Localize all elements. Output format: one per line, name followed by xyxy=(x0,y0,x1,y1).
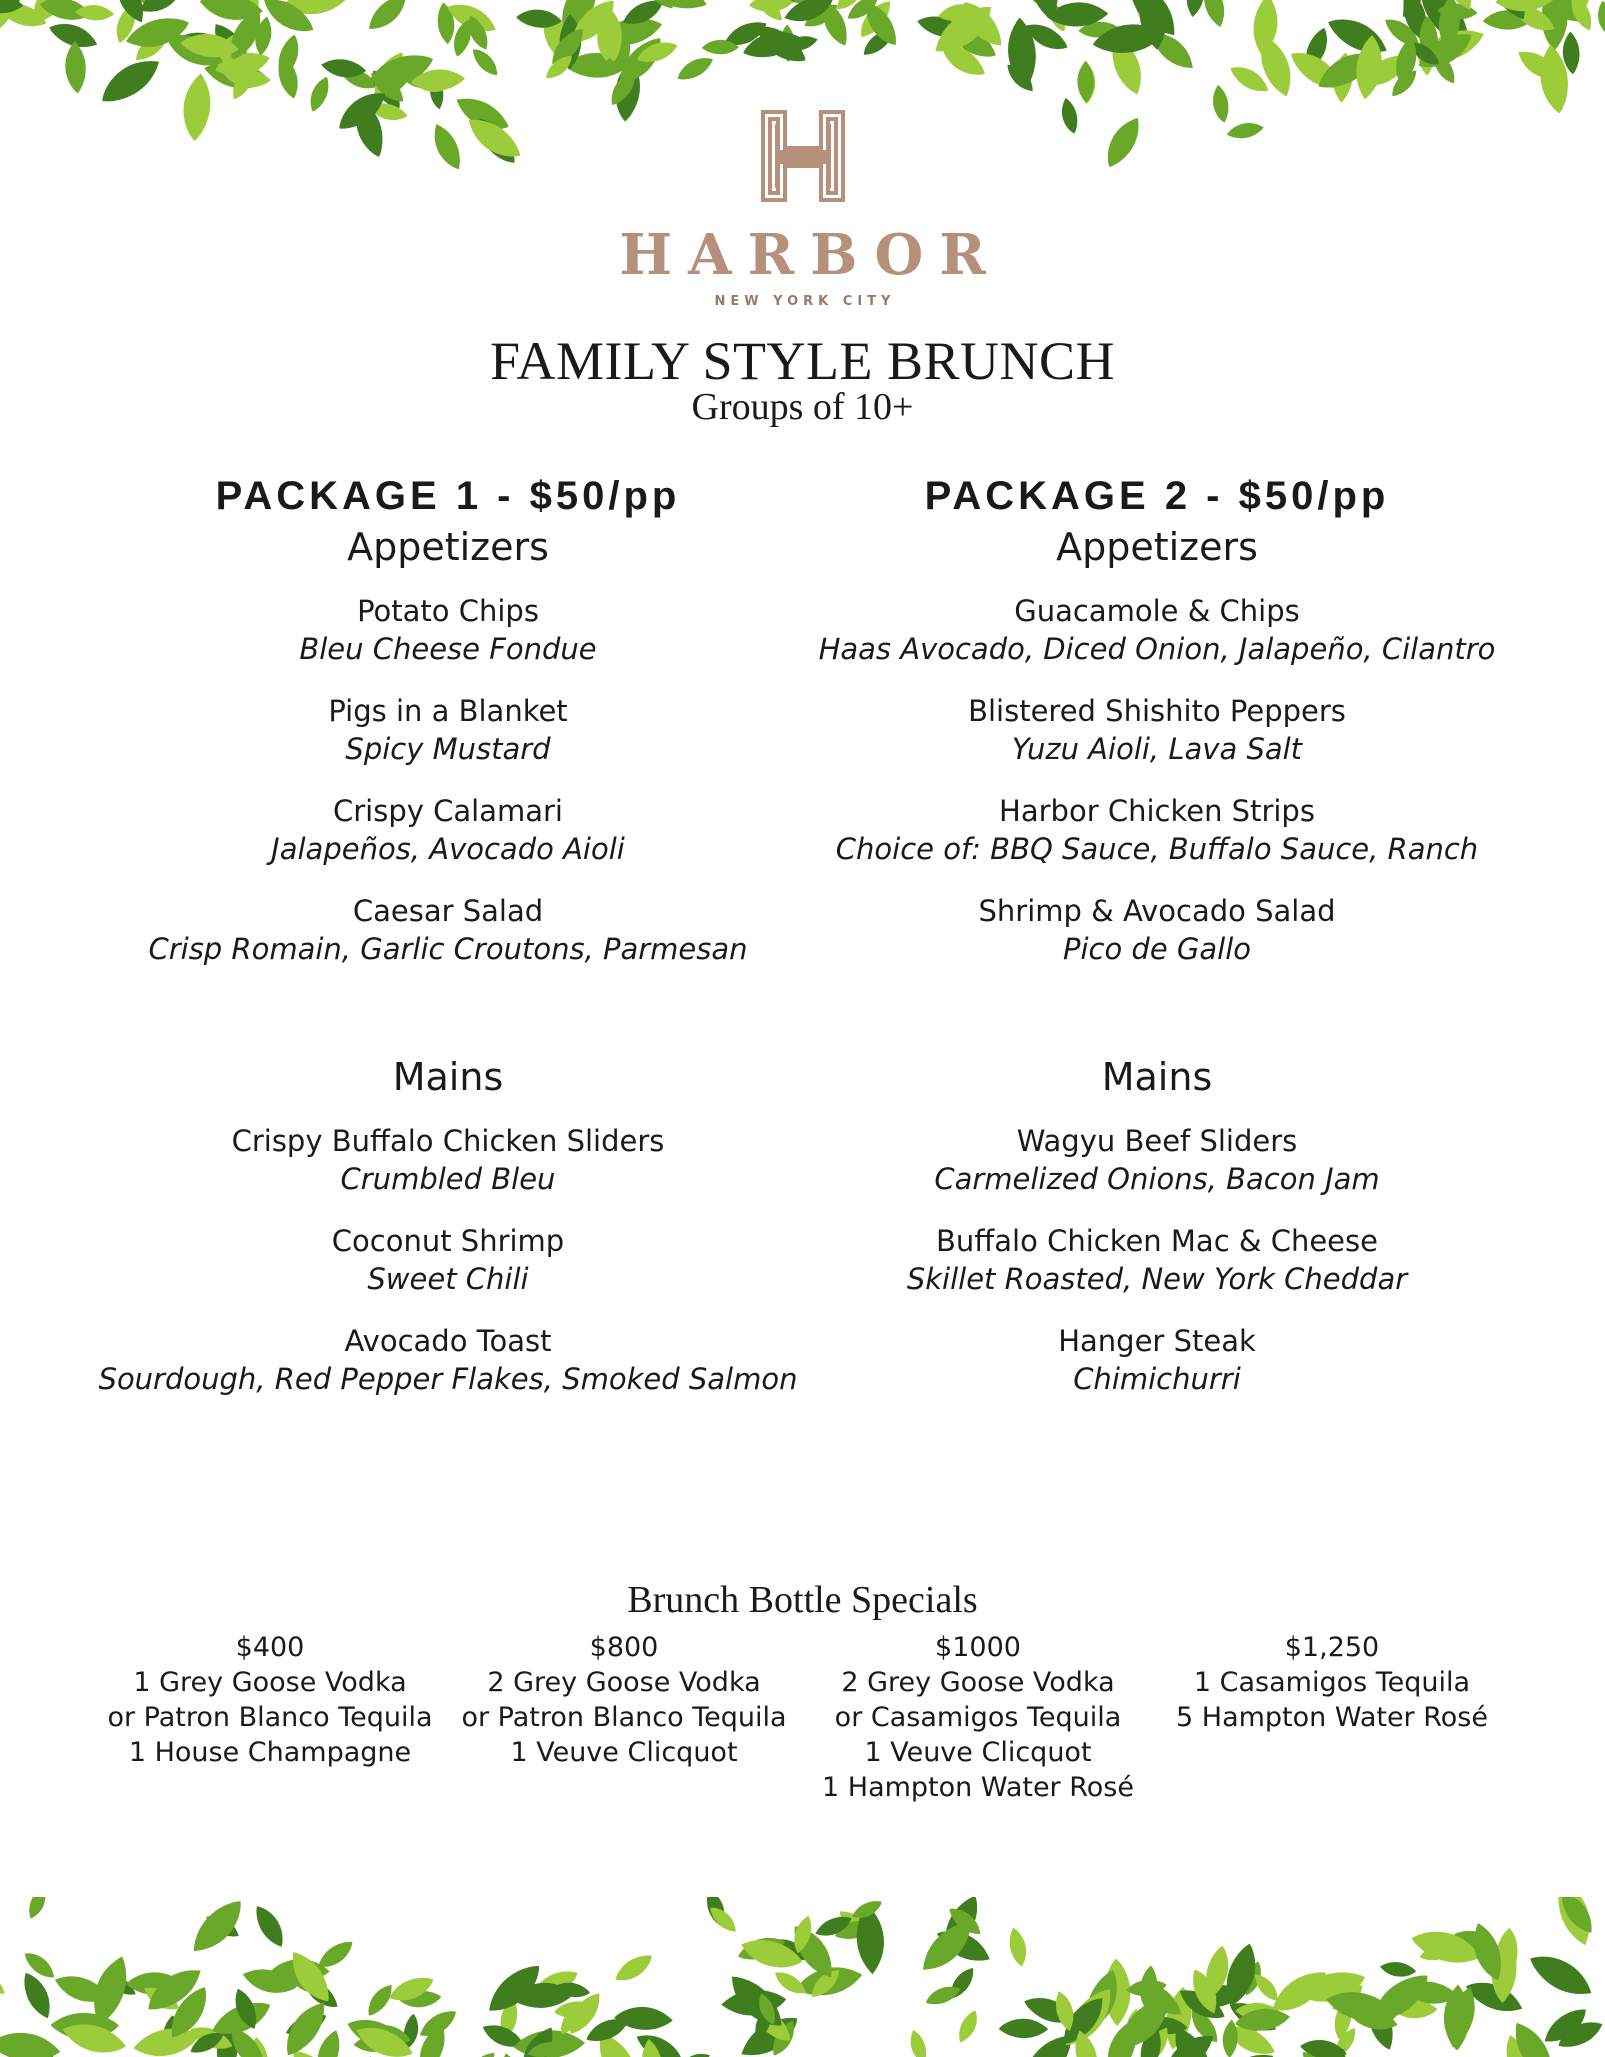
leaf-icon xyxy=(64,41,87,94)
menu-item xyxy=(777,792,1537,868)
item-description: Skillet Roasted, New York Cheddar xyxy=(906,1262,1408,1296)
item-name: Crispy Buffalo Chicken Sliders xyxy=(231,1124,665,1158)
leaf-icon xyxy=(185,1897,251,1961)
leaf-icon xyxy=(465,2048,500,2057)
menu-item xyxy=(777,1222,1537,1298)
leaf-icon xyxy=(1185,0,1206,18)
bottle-price: $1,250 xyxy=(1284,1632,1380,1663)
brand-name: HARBOR xyxy=(619,222,1002,288)
leaf-icon xyxy=(954,2008,982,2046)
bottle-line: or Patron Blanco Tequila xyxy=(107,1702,433,1733)
leaf-icon xyxy=(438,0,465,1)
package-1-column xyxy=(68,472,828,992)
item-description: Choice of: BBQ Sauce, Buffalo Sauce, Ranch xyxy=(835,832,1479,866)
bottle-price: $400 xyxy=(235,1632,305,1663)
item-name: Wagyu Beef Sliders xyxy=(1016,1124,1298,1158)
item-name: Crispy Calamari xyxy=(333,794,563,828)
leaf-icon xyxy=(676,2049,713,2057)
menu-item xyxy=(777,592,1537,668)
package-1-mains-heading: Mains xyxy=(392,1055,504,1099)
menu-item xyxy=(68,1122,828,1198)
package-2-column xyxy=(777,472,1537,992)
bottle-special xyxy=(1152,1630,1512,1735)
leaf-icon xyxy=(1379,1960,1417,1979)
leaf-icon xyxy=(363,0,412,37)
item-description: Crumbled Bleu xyxy=(340,1162,556,1196)
bottle-line: 1 Veuve Clicquot xyxy=(510,1737,738,1768)
item-name: Avocado Toast xyxy=(344,1324,552,1358)
item-description: Sweet Chili xyxy=(367,1262,529,1296)
item-description: Bleu Cheese Fondue xyxy=(299,632,597,666)
package-2-appetizers-heading: Appetizers xyxy=(1056,525,1258,569)
menu-item xyxy=(68,792,828,868)
bottom-leaf-cluster xyxy=(0,1897,1605,2057)
item-name: Caesar Salad xyxy=(352,894,544,928)
leaf-icon xyxy=(94,50,166,111)
bottle-line: 1 Grey Goose Vodka xyxy=(133,1667,407,1698)
item-name: Guacamole & Chips xyxy=(1014,594,1300,628)
item-description: Pico de Gallo xyxy=(1062,932,1252,966)
brand-location: NEW YORK CITY xyxy=(714,294,896,309)
bottle-line: 2 Grey Goose Vodka xyxy=(841,1667,1115,1698)
page-subtitle: Groups of 10+ xyxy=(691,386,914,428)
leaf-icon xyxy=(363,1980,397,2020)
bottom-vine-decoration xyxy=(0,1897,1605,2057)
package-1-appetizers-heading: Appetizers xyxy=(347,525,549,569)
leaf-icon xyxy=(906,2028,930,2057)
menu-item xyxy=(68,692,828,768)
leaf-icon xyxy=(1524,1946,1598,2004)
item-name: Hanger Steak xyxy=(1058,1324,1256,1358)
leaf-icon xyxy=(1199,0,1230,30)
bottle-line: 1 House Champagne xyxy=(128,1737,412,1768)
package-1-appetizers-list xyxy=(68,592,828,968)
menu-item xyxy=(777,892,1537,968)
item-description: Yuzu Aioli, Lava Salt xyxy=(1011,732,1303,766)
bottle-line: or Casamigos Tequila xyxy=(834,1702,1122,1733)
item-name: Harbor Chicken Strips xyxy=(999,794,1315,828)
item-name: Blistered Shishito Peppers xyxy=(968,694,1346,728)
item-name: Buffalo Chicken Mac & Cheese xyxy=(936,1224,1378,1258)
item-name: Shrimp & Avocado Salad xyxy=(978,894,1336,928)
bottle-specials-title: Brunch Bottle Specials xyxy=(627,1579,978,1621)
menu-item xyxy=(68,1322,828,1398)
bottle-line: 1 Veuve Clicquot xyxy=(864,1737,1092,1768)
bottle-line: 1 Hampton Water Rosé xyxy=(822,1772,1134,1803)
item-description: Crisp Romain, Garlic Croutons, Parmesan xyxy=(148,932,748,966)
menu-item xyxy=(68,1222,828,1298)
leaf-icon xyxy=(468,44,502,79)
item-description: Carmelized Onions, Bacon Jam xyxy=(934,1162,1380,1196)
bottle-special xyxy=(798,1630,1158,1805)
bottle-line: or Patron Blanco Tequila xyxy=(461,1702,787,1733)
package-1-mains xyxy=(68,1050,828,1422)
bottle-line: 5 Hampton Water Rosé xyxy=(1176,1702,1488,1733)
bottle-line: 2 Grey Goose Vodka xyxy=(487,1667,761,1698)
leaf-icon xyxy=(1323,10,1392,61)
package-2-mains-list xyxy=(777,1122,1537,1398)
leaf-icon xyxy=(0,1962,9,2000)
leaf-icon xyxy=(1222,2019,1239,2057)
bottle-line: 1 Casamigos Tequila xyxy=(1193,1667,1471,1698)
package-1-mains-list xyxy=(68,1122,828,1398)
leaf-icon xyxy=(1596,0,1605,35)
item-name: Coconut Shrimp xyxy=(331,1224,565,1258)
menu-item xyxy=(68,592,828,668)
item-description: Chimichurri xyxy=(1073,1362,1241,1396)
package-2-appetizers-list xyxy=(777,592,1537,968)
package-2-title: PACKAGE 2 - $50/pp xyxy=(924,474,1390,518)
bottle-special xyxy=(90,1630,450,1770)
item-description: Sourdough, Red Pepper Flakes, Smoked Salmon xyxy=(98,1362,798,1396)
harbor-logo xyxy=(0,104,1605,309)
package-1-title: PACKAGE 1 - $50/pp xyxy=(215,474,681,518)
bottle-price: $1000 xyxy=(935,1632,1021,1663)
menu-item xyxy=(777,1322,1537,1398)
leaf-icon xyxy=(611,1949,657,1987)
page-title: FAMILY STYLE BRUNCH xyxy=(489,331,1116,391)
leaf-icon xyxy=(25,1897,50,1921)
leaf-icon xyxy=(999,2019,1049,2039)
menu-item xyxy=(777,1122,1537,1198)
item-description: Spicy Mustard xyxy=(345,732,551,766)
package-2-mains xyxy=(777,1050,1537,1422)
item-description: Jalapeños, Avocado Aioli xyxy=(271,832,625,866)
item-name: Potato Chips xyxy=(357,594,539,628)
menu-item xyxy=(777,692,1537,768)
harbor-h-monogram-icon xyxy=(753,104,853,208)
menu-item xyxy=(68,892,828,968)
package-2-mains-heading: Mains xyxy=(1101,1055,1213,1099)
item-name: Pigs in a Blanket xyxy=(328,694,568,728)
leaf-icon xyxy=(1006,1926,1030,1968)
item-description: Haas Avocado, Diced Onion, Jalapeño, Cilantro xyxy=(818,632,1496,666)
leaf-icon xyxy=(136,0,187,19)
leaf-icon xyxy=(0,2029,62,2057)
bottle-price: $800 xyxy=(589,1632,659,1663)
leaf-icon xyxy=(674,52,717,85)
leaf-icon xyxy=(250,1901,291,1951)
bottle-special xyxy=(444,1630,804,1770)
